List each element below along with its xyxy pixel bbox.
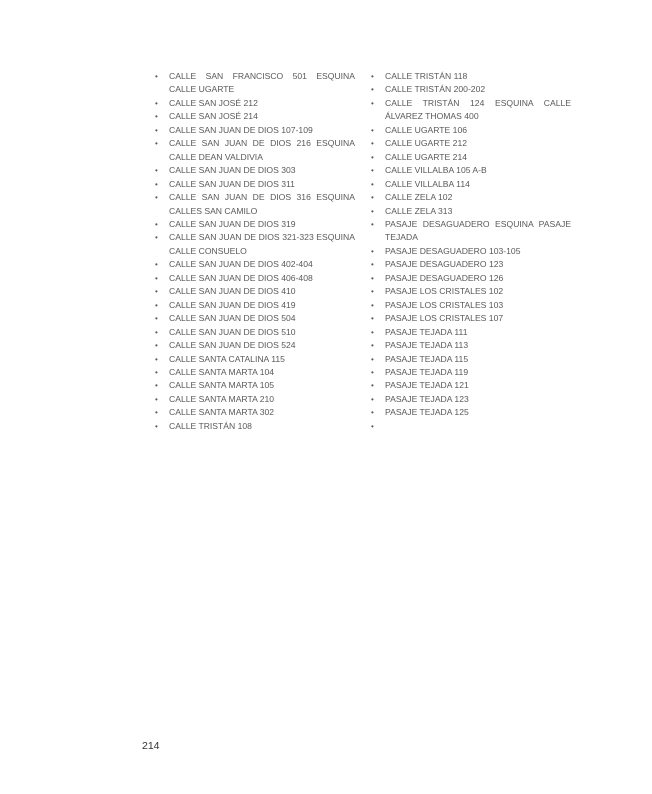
- list-item: [371, 353, 571, 366]
- list-item: [371, 406, 571, 419]
- bullet-icon: •: [371, 152, 374, 162]
- list-item: [155, 406, 355, 419]
- list-item: [155, 124, 355, 137]
- bullet-icon: •: [371, 314, 374, 324]
- bullet-icon: •: [371, 206, 374, 216]
- bullet-icon: •: [371, 260, 374, 270]
- bullet-icon: •: [155, 219, 158, 229]
- list-item: [155, 110, 355, 123]
- address-text: CALLE SAN JUAN DE DIOS 419: [169, 299, 296, 310]
- address-text: CALLE TRISTÁN 200-202: [385, 84, 486, 95]
- list-item: [371, 245, 571, 258]
- list-item: [371, 339, 571, 352]
- address-text: CALLE SAN JUAN DE DIOS 216 ESQUINA CALLE DEAN VALDIVIA: [169, 138, 355, 162]
- address-text: PASAJE DESAGUADERO 103-105: [385, 245, 521, 256]
- list-item: [371, 191, 571, 204]
- bullet-icon: •: [371, 408, 374, 418]
- list-item: [371, 366, 571, 379]
- bullet-icon: •: [155, 341, 158, 351]
- list-item: [371, 258, 571, 271]
- address-list-right: [371, 70, 571, 431]
- bullet-icon: •: [155, 300, 158, 310]
- bullet-icon: •: [371, 85, 374, 95]
- address-text: PASAJE DESAGUADERO 126: [385, 272, 504, 283]
- bullet-icon: •: [155, 327, 158, 337]
- address-text: CALLE SAN JOSÉ 212: [169, 97, 258, 108]
- address-text: PASAJE TEJADA 123: [385, 393, 469, 404]
- address-text: PASAJE TEJADA 125: [385, 407, 469, 418]
- address-text: CALLE SAN JUAN DE DIOS 504: [169, 313, 296, 324]
- list-item: [155, 393, 355, 406]
- bullet-icon: •: [155, 233, 158, 243]
- bullet-icon: •: [155, 125, 158, 135]
- address-text: CALLE UGARTE 212: [385, 138, 467, 149]
- list-item: [371, 137, 571, 150]
- address-text: CALLE SAN JUAN DE DIOS 321-323 ESQUINA CALLE CONSUELO: [169, 232, 355, 256]
- address-text: CALLE TRISTÁN 118: [385, 71, 468, 81]
- list-item: [155, 366, 355, 379]
- address-text: PASAJE TEJADA 119: [385, 366, 469, 377]
- bullet-icon: •: [371, 139, 374, 149]
- address-text: CALLE SAN JUAN DE DIOS 410: [169, 286, 296, 297]
- bullet-icon: •: [155, 273, 158, 283]
- list-item: [371, 393, 571, 406]
- list-item: [155, 299, 355, 312]
- list-item: [371, 124, 571, 137]
- bullet-icon: •: [371, 341, 374, 351]
- address-text: PASAJE TEJADA 111: [385, 326, 468, 337]
- bullet-icon: •: [371, 273, 374, 283]
- bullet-icon: •: [371, 98, 374, 108]
- list-item: [155, 285, 355, 298]
- list-item: [371, 83, 571, 96]
- address-text: CALLE SANTA MARTA 210: [169, 393, 275, 404]
- address-text: CALLE SAN JUAN DE DIOS 303: [169, 165, 296, 176]
- bullet-icon: •: [371, 327, 374, 337]
- bullet-icon: •: [371, 219, 374, 229]
- bullet-icon: •: [371, 193, 374, 203]
- address-text: PASAJE LOS CRISTALES 107: [385, 313, 504, 324]
- bullet-icon: •: [371, 246, 374, 256]
- list-item: [155, 353, 355, 366]
- bullet-icon: •: [371, 381, 374, 391]
- list-item: [155, 379, 355, 392]
- bullet-icon: •: [371, 287, 374, 297]
- address-text: CALLE SAN JUAN DE DIOS 319: [169, 218, 296, 229]
- address-text: CALLE SANTA MARTA 105: [169, 380, 275, 391]
- bullet-icon: •: [155, 112, 158, 122]
- list-item: [155, 272, 355, 285]
- bullet-icon: •: [155, 139, 158, 149]
- address-text: PASAJE TEJADA 113: [385, 340, 469, 351]
- bullet-icon: •: [155, 193, 158, 203]
- bullet-icon: •: [155, 394, 158, 404]
- page-number: 214: [142, 740, 160, 752]
- bullet-icon: •: [155, 354, 158, 364]
- list-item: [155, 191, 355, 218]
- list-item: [155, 231, 355, 258]
- address-text: CALLE VILLALBA 105 A-B: [385, 165, 487, 176]
- bullet-icon: •: [155, 314, 158, 324]
- address-text: CALLE VILLALBA 114: [385, 178, 470, 189]
- bullet-icon: •: [371, 300, 374, 310]
- bullet-icon: •: [371, 354, 374, 364]
- address-text: CALLE SAN JUAN DE DIOS 510: [169, 326, 296, 337]
- list-item: [155, 178, 355, 191]
- address-text: CALLE TRISTÁN 124 ESQUINA CALLE ÁLVAREZ THOMAS 400: [385, 97, 571, 122]
- address-text: PASAJE DESAGUADERO ESQUINA PASAJE TEJADA: [385, 218, 571, 243]
- address-text: CALLE SAN JUAN DE DIOS 524: [169, 340, 296, 351]
- address-text: CALLE UGARTE 214: [385, 151, 467, 162]
- address-text: CALLE SAN JUAN DE DIOS 311: [169, 178, 295, 189]
- bullet-icon: •: [371, 166, 374, 176]
- address-text: CALLE SAN JUAN DE DIOS 402-404: [169, 259, 313, 270]
- bullet-icon: •: [371, 72, 374, 81]
- address-text: CALLE SAN JUAN DE DIOS 107-109: [169, 124, 313, 135]
- bullet-icon: •: [155, 179, 158, 189]
- bullet-icon: •: [155, 421, 158, 431]
- address-text: CALLE SAN JUAN DE DIOS 406-408: [169, 272, 313, 283]
- address-text: CALLE SAN JOSÉ 214: [169, 111, 258, 122]
- bullet-icon: •: [155, 367, 158, 377]
- address-text: PASAJE TEJADA 115: [385, 353, 469, 364]
- address-text: CALLE SAN JUAN DE DIOS 316 ESQUINA CALLES SAN CAMILO: [169, 192, 355, 216]
- bullet-icon: •: [155, 72, 158, 81]
- address-text: CALLE TRISTÁN 108: [169, 420, 252, 431]
- bullet-icon: •: [155, 166, 158, 176]
- address-text: PASAJE LOS CRISTALES 103: [385, 299, 504, 310]
- address-text: PASAJE LOS CRISTALES 102: [385, 286, 504, 297]
- bullet-icon: •: [155, 260, 158, 270]
- address-text: CALLE SAN FRANCISCO 501 ESQUINA CALLE UGARTE: [169, 71, 355, 95]
- list-item: [155, 339, 355, 352]
- list-item: [155, 164, 355, 177]
- list-item: [371, 218, 571, 245]
- address-text: CALLE SANTA MARTA 104: [169, 366, 275, 377]
- bullet-icon: •: [371, 394, 374, 404]
- list-item: [371, 272, 571, 285]
- address-text: CALLE UGARTE 106: [385, 124, 467, 135]
- bullet-icon: •: [155, 98, 158, 108]
- address-text: PASAJE TEJADA 121: [385, 380, 469, 391]
- bullet-icon: •: [155, 381, 158, 391]
- address-text: PASAJE DESAGUADERO 123: [385, 259, 504, 270]
- list-item: [371, 379, 571, 392]
- list-item: [371, 151, 571, 164]
- list-item: [155, 420, 355, 433]
- bullet-icon: •: [371, 367, 374, 377]
- list-item: [371, 178, 571, 191]
- bullet-icon: •: [371, 179, 374, 189]
- list-item: [371, 312, 571, 325]
- address-text: CALLE ZELA 102: [385, 192, 453, 203]
- list-item: [155, 70, 355, 97]
- list-item: [371, 326, 571, 339]
- list-item: [155, 258, 355, 271]
- address-text: CALLE SANTA MARTA 302: [169, 407, 275, 418]
- list-item: [371, 285, 571, 298]
- list-item: [371, 97, 571, 124]
- address-list-left: [155, 70, 355, 433]
- bullet-icon: •: [371, 125, 374, 135]
- list-item: [155, 218, 355, 231]
- list-item: [155, 97, 355, 110]
- list-item: [371, 70, 571, 83]
- address-text: CALLE SANTA CATALINA 115: [169, 353, 285, 364]
- address-text: CALLE ZELA 313: [385, 205, 453, 216]
- bullet-icon: •: [155, 287, 158, 297]
- list-item: [155, 326, 355, 339]
- bullet-icon: •: [371, 421, 374, 431]
- list-item: [155, 137, 355, 164]
- list-item: [155, 312, 355, 325]
- bullet-icon: •: [155, 408, 158, 418]
- list-item: [371, 299, 571, 312]
- list-item: [371, 164, 571, 177]
- list-item: [371, 205, 571, 218]
